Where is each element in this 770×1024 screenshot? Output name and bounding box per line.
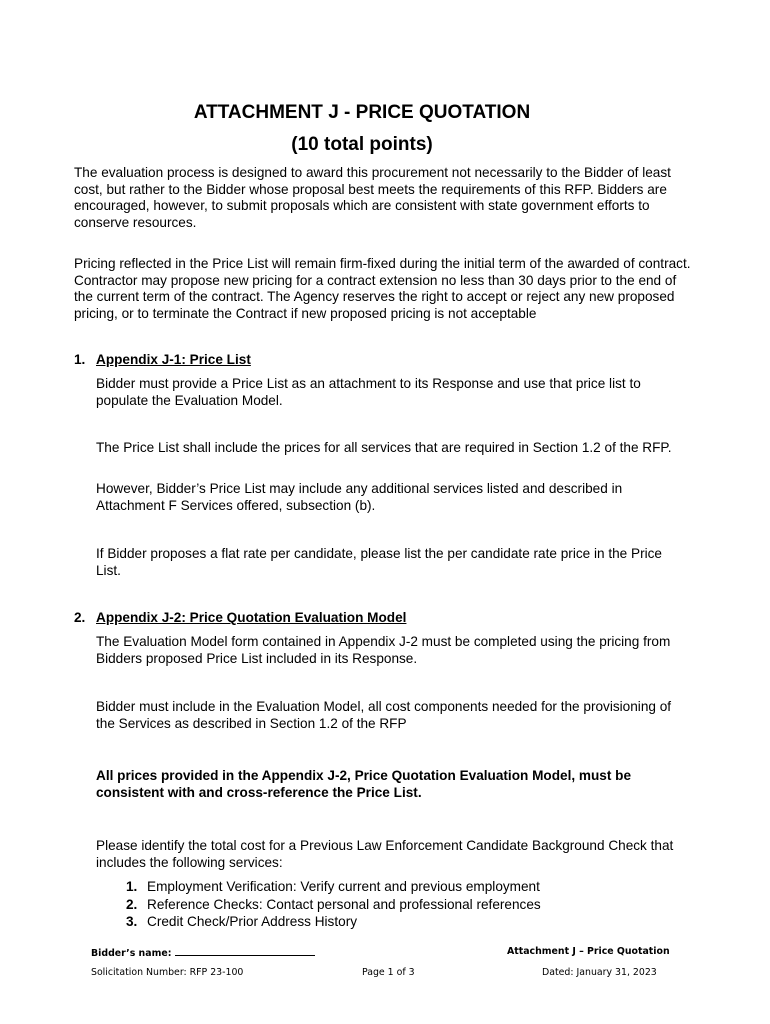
list-item-text: Credit Check/Prior Address History xyxy=(147,914,358,930)
section1-paragraph: However, Bidder’s Price List may include any additional services listed and described in Attachment F Services offered, subsection (b). xyxy=(96,481,623,513)
section-heading-price-list xyxy=(74,352,251,367)
footer-solicitation-number: Solicitation Number: RFP 23-100 xyxy=(91,967,244,978)
section2-paragraph: The Evaluation Model form contained in Appendix J-2 must be completed using the pricing from Bidders proposed Price List included in its Response. xyxy=(96,634,671,666)
section1-paragraph: If Bidder proposes a flat rate per candidate, please list the per candidate rate price in the Price List. xyxy=(96,546,662,578)
bidder-name-label: Bidder’s name: xyxy=(91,948,172,959)
footer-page-number: Page 1 of 3 xyxy=(362,967,415,978)
section-heading-evaluation-model xyxy=(74,610,406,625)
list-item-number: 1. xyxy=(126,879,138,894)
list-item xyxy=(126,878,541,896)
list-item-text: Employment Verification: Verify current and previous employment xyxy=(147,879,540,894)
footer-bidder-name xyxy=(91,946,315,959)
list-item-number: 2. xyxy=(126,896,138,912)
section1-paragraph: Bidder must provide a Price List as an attachment to its Response and use that price list to populate the Evaluation Model. xyxy=(96,376,641,408)
section1-paragraph: The Price List shall include the prices for all services that are required in Section 1.2 of the RFP. xyxy=(96,440,672,455)
footer-attachment-title: Attachment J – Price Quotation xyxy=(507,946,670,957)
section-heading-text: Appendix J-2: Price Quotation Evaluation Model xyxy=(96,610,407,625)
page-subtitle: (10 total points) xyxy=(291,134,433,155)
list-item-text: Reference Checks: Contact personal and professional references xyxy=(147,896,541,912)
intro-paragraph-pricing: Pricing reflected in the Price List will remain firm-fixed during the initial term of the awarded of contract. Contractor may propose new pricing for a contract extension no less than 30 days prior to the end of the current term of the contract. The Agency reserves the right to accept or reject any new proposed pricing, or to terminate the Contract if new proposed pricing is not acceptable xyxy=(74,256,691,321)
list-item xyxy=(126,913,541,931)
section2-bold-notice: All prices provided in the Appendix J-2, Price Quotation Evaluation Model, must be consistent with and cross-reference the Price List. xyxy=(96,768,632,800)
page-title: ATTACHMENT J - PRICE QUOTATION xyxy=(193,102,531,123)
section-number: 2. xyxy=(74,610,86,625)
section-number: 1. xyxy=(74,352,86,367)
section2-paragraph: Bidder must include in the Evaluation Model, all cost components needed for the provisioning of the Services as described in Section 1.2 of the RFP xyxy=(96,699,672,731)
bidder-name-line xyxy=(175,946,315,956)
services-list xyxy=(126,878,541,931)
list-item xyxy=(126,896,541,914)
section-heading-text: Appendix J-1: Price List xyxy=(96,352,251,367)
list-item-number: 3. xyxy=(126,914,138,930)
intro-paragraph-evaluation: The evaluation process is designed to award this procurement not necessarily to the Bidder of least cost, but rather to the Bidder whose proposal best meets the requirements of this RFP. Bidders are encouraged, however, to submit proposals which are consistent with state government efforts to conserve resources. xyxy=(74,165,671,230)
section2-paragraph: Please identify the total cost for a Previous Law Enforcement Candidate Background Check that includes the following services: xyxy=(96,838,674,870)
footer-date: Dated: January 31, 2023 xyxy=(542,967,657,978)
